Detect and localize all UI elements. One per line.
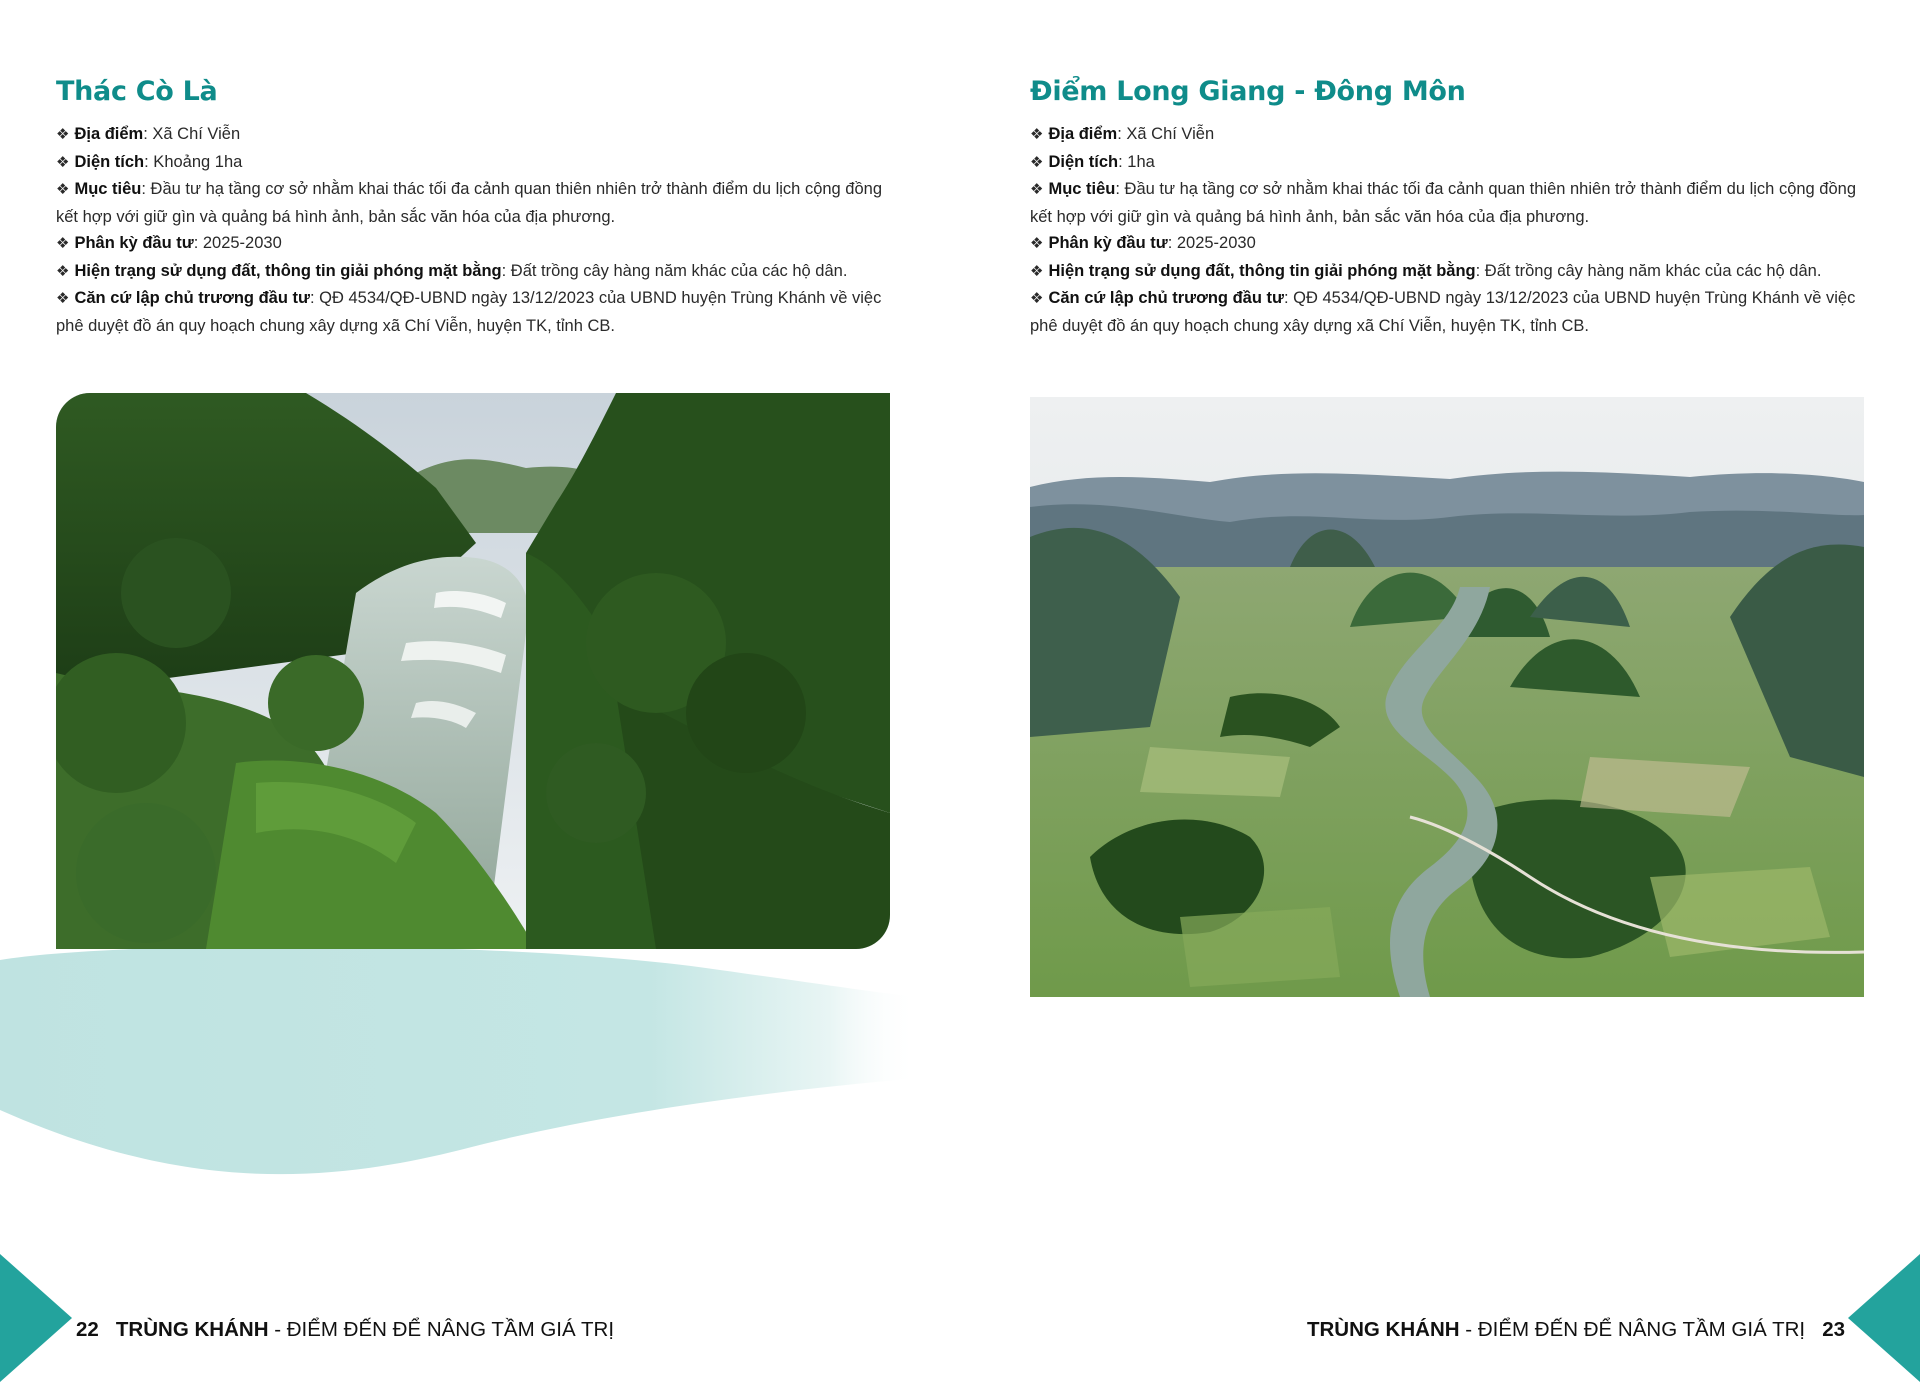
item-value: : Đầu tư hạ tầng cơ sở nhằm khai thác tối đa cảnh quan thiên nhiên trở thành điểm du lịch cộng đồng kết hợp với giữ gìn và quảng bá hình ảnh, bản sắc văn hóa của địa phương. [1030,180,1857,226]
item-label: Diện tích [74,152,145,171]
item-value: : 1ha [1118,152,1155,171]
item-label: Căn cứ lập chủ trương đầu tư [74,289,310,307]
list-item [1030,230,1866,258]
item-value: : 2025-2030 [1167,234,1256,252]
bullet-icon: ❖ [56,153,70,171]
right-info-list [1030,121,1866,339]
bullet-icon: ❖ [1030,181,1044,198]
bullet-icon: ❖ [1030,235,1044,252]
list-item [56,258,892,286]
bullet-icon: ❖ [56,262,70,280]
bullet-icon: ❖ [1030,153,1044,171]
item-value: : Đất trồng cây hàng năm khác của các hộ dân. [501,261,848,280]
item-value: : Đầu tư hạ tầng cơ sở nhằm khai thác tối đa cảnh quan thiên nhiên trở thành điểm du lịch cộng đồng kết hợp với giữ gìn và quảng bá hình ảnh, bản sắc văn hóa của địa phương. [56,180,883,226]
list-item [56,176,892,230]
left-footer [76,1318,614,1342]
item-label: Hiện trạng sử dụng đất, thông tin giải phóng mặt bằng [74,261,502,280]
list-item [1030,258,1866,286]
item-label: Diện tích [1048,152,1119,171]
item-value: : QĐ 4534/QĐ-UBND ngày 13/12/2023 của UBND huyện Trùng Khánh về việc phê duyệt đồ án quy hoạch chung xây dựng xã Chí Viễn, huyện TK, tỉnh CB. [56,289,882,335]
item-label: Địa điểm [74,125,144,143]
left-corner-triangle [0,1254,72,1382]
bullet-icon: ❖ [1030,262,1044,280]
item-label: Mục tiêu [1048,180,1116,198]
left-page-content [56,76,892,339]
item-label: Hiện trạng sử dụng đất, thông tin giải phóng mặt bằng [1048,261,1476,280]
list-item [1030,285,1866,339]
item-label: Phân kỳ đầu tư [74,234,194,252]
item-label: Căn cứ lập chủ trương đầu tư [1048,289,1284,307]
list-item [1030,176,1866,230]
item-label: Phân kỳ đầu tư [1048,234,1168,252]
list-item [56,230,892,258]
list-item [56,149,892,177]
left-info-list [56,121,892,339]
item-value: : Xã Chí Viễn [143,125,241,143]
right-page-content [1030,76,1866,339]
footer-brand: TRÙNG KHÁNH [115,1318,269,1341]
bullet-icon: ❖ [56,290,70,307]
right-page-title: Điểm Long Giang - Đông Môn [1030,76,1466,107]
bullet-icon: ❖ [56,235,70,252]
footer-tagline: ĐIỂM ĐẾN ĐỂ NÂNG TẦM GIÁ TRỊ [1477,1318,1806,1341]
list-item [56,121,892,149]
footer-separator: - [268,1318,287,1341]
footer-tagline: ĐIỂM ĐẾN ĐỂ NÂNG TẦM GIÁ TRỊ [286,1318,615,1341]
right-footer [1307,1318,1845,1342]
bullet-icon: ❖ [1030,126,1044,143]
page-number-right: 23 [1822,1318,1845,1341]
item-value: : Khoảng 1ha [144,152,243,171]
waterfall-photo [56,393,890,949]
valley-aerial-photo [1030,397,1864,997]
item-value: : 2025-2030 [193,234,282,252]
item-label: Địa điểm [1048,125,1118,143]
bullet-icon: ❖ [56,126,70,143]
item-value: : Đất trồng cây hàng năm khác của các hộ dân. [1475,261,1822,280]
list-item [1030,121,1866,149]
footer-separator: - [1459,1318,1478,1341]
list-item [1030,149,1866,177]
item-value: : QĐ 4534/QĐ-UBND ngày 13/12/2023 của UBND huyện Trùng Khánh về việc phê duyệt đồ án quy hoạch chung xây dựng xã Chí Viễn, huyện TK, tỉnh CB. [1030,289,1856,335]
page-number-left: 22 [76,1318,99,1341]
bullet-icon: ❖ [1030,290,1044,307]
item-value: : Xã Chí Viễn [1117,125,1215,143]
list-item [56,285,892,339]
right-corner-triangle [1848,1254,1920,1382]
bullet-icon: ❖ [56,181,70,198]
footer-brand: TRÙNG KHÁNH [1306,1318,1460,1341]
item-label: Mục tiêu [74,180,142,198]
left-page-title: Thác Cò Là [56,76,218,107]
